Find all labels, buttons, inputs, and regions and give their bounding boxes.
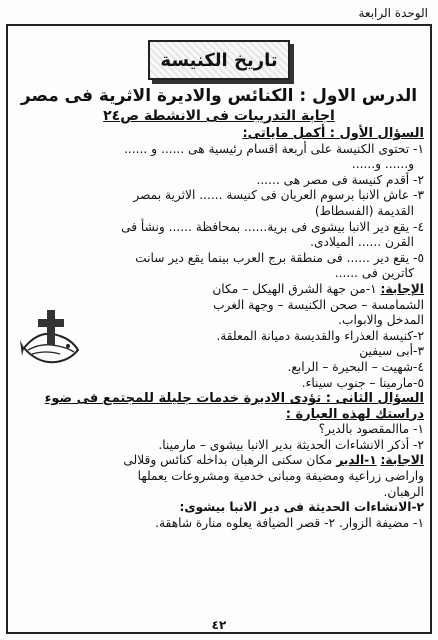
q2-sub-item: ١- مضيفة الزوار. ٢- قصر الضيافة يعلوه منارة شاهقة. — [155, 515, 424, 530]
q1-answer-line: ٣-أبى سيفين — [359, 344, 424, 359]
page-title: تاريخ الكنيسة — [160, 49, 278, 71]
q1-answer-line: ٥-مارمينا – جنوب سيناء. — [301, 375, 424, 390]
q1-heading: السؤال الأول : أكمل ماياتى: — [242, 126, 424, 141]
answers-heading: اجابة التدريبات فى الانشطة ص٢٤ — [103, 108, 335, 124]
q1-item: ٣- عاش الانبا برسوم العريان فى كنيسة ...... الاثرية بمصر — [133, 188, 424, 203]
q2-heading-cont: دراستك لهذه العبارة : — [285, 406, 424, 422]
q2-sub-heading: ٢-الانشاءات الحديثة فى دير الانبا بيشوى: — [179, 500, 424, 515]
q2-answer-line: الرهبان. — [383, 484, 424, 499]
q2-item: ٢- أذكر الانشاءات الحديثة بدير الانبا بيشوى – مارمينا. — [158, 437, 424, 452]
q1-item: كاترين فى ...... — [334, 266, 414, 281]
cross-fish-icon — [20, 306, 82, 372]
answer-text: مكان سكنى الرهبان بداخله كنائس وقلالى — [123, 453, 333, 468]
lesson-title: الدرس الاول : الكنائس والاديرة الاثرية فى مصر — [20, 86, 418, 106]
q1-item: و...... و...... — [351, 157, 414, 172]
q1-answer-line: المدخل والابواب. — [338, 313, 424, 328]
q1-answer-line: ٢-كنيسة العذراء والقديسة دميانة المعلقة. — [216, 328, 424, 343]
answer-label: الإجابة: — [380, 281, 424, 296]
q2-heading: السؤال الثانى : تؤدى الاديرة خدمات جليلة للمجتمع فى ضوء — [44, 391, 424, 407]
q1-item: القديمة (الفسطاط) — [314, 203, 414, 218]
q2-item: ١- ماالمقصود بالدير؟ — [318, 422, 424, 437]
unit-label: الوحدة الرابعة — [358, 6, 428, 20]
q1-item: ٤- يقع دير الانبا بيشوى فى برية...... بمحافظة ...... ونشأ فى — [121, 219, 424, 234]
q1-item: ١- تحتوى الكنيسة على أربعة اقسام رئيسية هى ...... و ...... — [124, 141, 424, 156]
q1-answer-line: الشمامسة – صحن الكنيسة – وجهة الغرب — [213, 297, 424, 312]
answer-text: ١-من جهة الشرق الهيكل – مكان — [212, 281, 377, 296]
q1-item: ٢- أقدم كنيسة فى مصر هى ...... — [256, 172, 424, 187]
page-number: ٤٢ — [211, 618, 227, 632]
answer-label: الاجابة: — [380, 453, 424, 468]
answer-sub-label: ١-الدير — [336, 453, 377, 468]
title-box — [148, 40, 290, 80]
q1-answer-line — [14, 282, 424, 298]
q2-answer-line — [14, 453, 424, 469]
q1-answer-line: ٤-شهيت – البحيرة – الرابع. — [287, 359, 424, 374]
q1-item: القرن ...... الميلادى. — [310, 235, 414, 250]
q1-item: ٥- يقع دير ...... فى منطقة برج العرب بينما يقع دير سانت — [135, 250, 424, 265]
q2-answer-line: واراضى زراعية ومضيفة ومبانى خدمية ومشروعات يعملها — [137, 469, 424, 484]
